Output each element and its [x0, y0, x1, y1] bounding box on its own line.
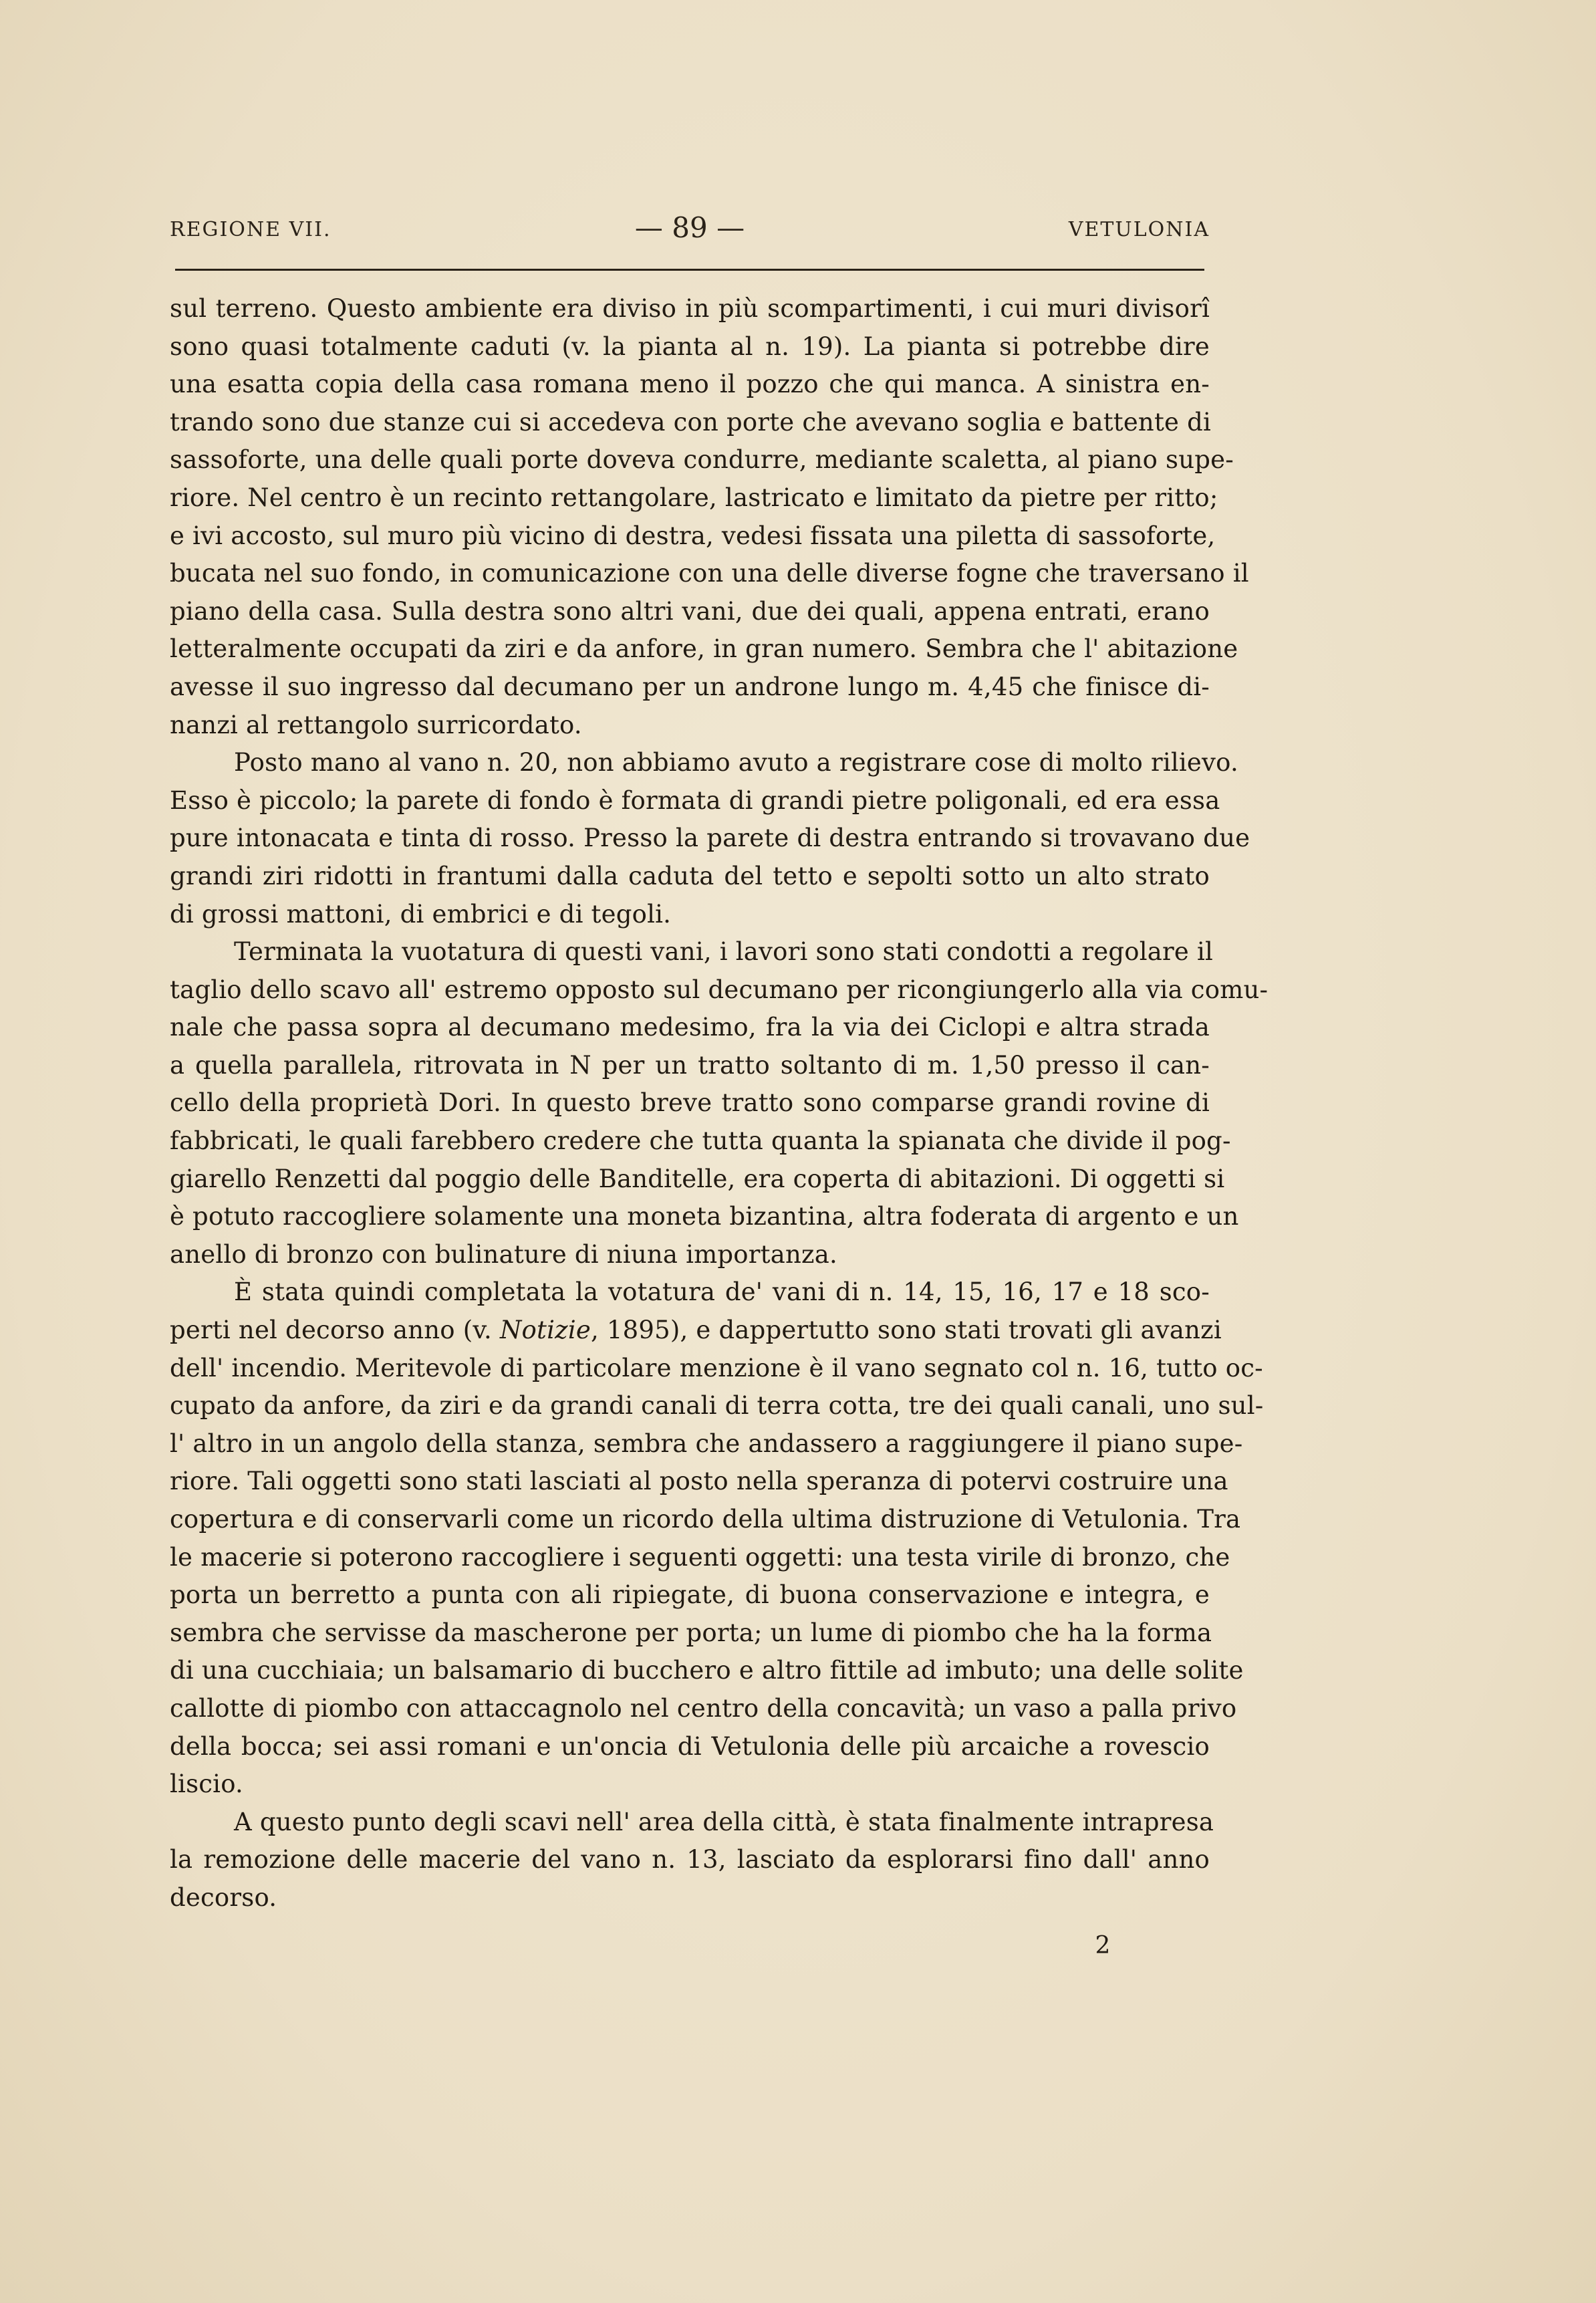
- text-line: Esso è piccolo; la parete di fondo è formata di grandi pietre poligonali, ed era essa: [170, 785, 1220, 815]
- text-line: dell' incendio. Meritevole di particolare menzione è il vano segnato col n. 16, tutto oc-: [170, 1353, 1263, 1382]
- text-line: porta un berretto a punta con ali ripiegate, di buona conservazione e integra, e: [170, 1580, 1210, 1610]
- text-line: cupato da anfore, da ziri e da grandi canali di terra cotta, tre dei quali canali, uno sul-: [170, 1391, 1264, 1421]
- header-rule: [175, 269, 1204, 271]
- text-line: nanzi al rettangolo surricordato.: [170, 710, 582, 739]
- text-line: anello di bronzo con bulinature di niuna importanza.: [170, 1239, 837, 1269]
- journal-title: Notizie: [499, 1316, 591, 1345]
- signature-mark: 2: [1095, 1932, 1111, 1959]
- text-line: una esatta copia della casa romana meno il pozzo che qui manca. A sinistra en-: [170, 370, 1210, 399]
- text-line: riore. Nel centro è un recinto rettangolare, lastricato e limitato da pietre per ritto;: [170, 483, 1218, 512]
- text-line: cello della proprietà Dori. In questo breve tratto sono comparse grandi rovine di: [170, 1088, 1210, 1118]
- text-line: piano della casa. Sulla destra sono altri vani, due dei quali, appena entrati, erano: [170, 596, 1210, 626]
- text-line: l' altro in un angolo della stanza, sembra che andassero a raggiungere il piano supe-: [170, 1429, 1243, 1458]
- text-line: di una cucchiaia; un balsamario di bucchero e altro fittile ad imbuto; una delle solite: [170, 1656, 1244, 1685]
- text-line: Posto mano al vano n. 20, non abbiamo avuto a registrare cose di molto rilievo.: [234, 748, 1238, 777]
- text-line: letteralmente occupati da ziri e da anfore, in gran numero. Sembra che l' abitazione: [170, 634, 1238, 664]
- text-line: avesse il suo ingresso dal decumano per un androne lungo m. 4,45 che finisce di-: [170, 672, 1210, 701]
- text-line: di grossi mattoni, di embrici e di tegoli.: [170, 899, 672, 929]
- text-line: riore. Tali oggetti sono stati lasciati al posto nella speranza di potervi costruire una: [170, 1467, 1228, 1496]
- paragraph: [170, 290, 1249, 744]
- text-line: nale che passa sopra al decumano medesimo, fra la via dei Ciclopi e altra strada: [170, 1013, 1210, 1042]
- text-line: È stata quindi completata la votatura de' vani di n. 14, 15, 16, 17 e 18 sco-: [234, 1278, 1210, 1307]
- text-line: trando sono due stanze cui si accedeva con porte che avevano soglia e battente di: [170, 407, 1212, 437]
- text-line: copertura e di conservarli come un ricordo della ultima distruzione di Vetulonia. Tra: [170, 1505, 1241, 1534]
- running-header: [170, 211, 1210, 251]
- text-line: sembra che servisse da mascherone per porta; un lume di piombo che ha la forma: [170, 1618, 1212, 1647]
- paragraph: [170, 744, 1250, 933]
- text-line: sono quasi totalmente caduti (v. la pianta al n. 19). La pianta si potrebbe dire: [170, 332, 1210, 361]
- text-line: fabbricati, le quali farebbero credere che tutta quanta la spianata che divide il pog-: [170, 1126, 1231, 1156]
- text-line: della bocca; sei assi romani e un'oncia di Vetulonia delle più arcaiche a rovescio: [170, 1731, 1210, 1761]
- text-line: giarello Renzetti dal poggio delle Banditelle, era coperta di abitazioni. Di oggetti si: [170, 1164, 1225, 1193]
- text-line: perti nel decorso anno (v. Notizie, 1895), e dappertutto sono stati trovati gli avanzi: [170, 1316, 1222, 1345]
- text-line: a quella parallela, ritrovata in N per un tratto soltanto di m. 1,50 presso il can-: [170, 1050, 1210, 1080]
- text-line: pure intonacata e tinta di rosso. Presso la parete di destra entrando si trovavano due: [170, 824, 1250, 853]
- text-line: taglio dello scavo all' estremo opposto sul decumano per ricongiungerlo alla via comu-: [170, 975, 1269, 1004]
- text-line: A questo punto degli scavi nell' area della città, è stata finalmente intrapresa: [234, 1807, 1214, 1836]
- header-place: VETULONIA: [1068, 218, 1210, 241]
- text-line: liscio.: [170, 1770, 243, 1799]
- text-line: grandi ziri ridotti in frantumi dalla caduta del tetto e sepolti sotto un alto strato: [170, 861, 1210, 890]
- body-text: [170, 290, 1269, 1917]
- text-line: decorso.: [170, 1883, 277, 1912]
- text-line: sassoforte, una delle quali porte doveva condurre, mediante scaletta, al piano supe-: [170, 445, 1234, 475]
- text-line: bucata nel suo fondo, in comunicazione con una delle diverse fogne che traversano il: [170, 559, 1249, 588]
- text-line: sul terreno. Questo ambiente era diviso in più scompartimenti, i cui muri divisorî: [170, 294, 1210, 323]
- text-line: è potuto raccogliere solamente una moneta bizantina, altra foderata di argento e un: [170, 1202, 1239, 1231]
- paragraph: [170, 1804, 1214, 1917]
- text-line: callotte di piombo con attaccagnolo nel centro della concavità; un vaso a palla privo: [170, 1693, 1237, 1723]
- text-line: Terminata la vuotatura di questi vani, i lavori sono stati condotti a regolare il: [234, 937, 1214, 967]
- text-line: la remozione delle macerie del vano n. 13, lasciato da esplorarsi fino dall' anno: [170, 1845, 1210, 1874]
- page-number: — 89 —: [634, 211, 745, 244]
- text-line: le macerie si poterono raccogliere i seguenti oggetti: una testa virile di bronzo, che: [170, 1542, 1230, 1572]
- paragraph: [170, 933, 1269, 1274]
- header-region: REGIONE VII.: [170, 218, 331, 241]
- text-line: e ivi accosto, sul muro più vicino di destra, vedesi fissata una piletta di sassoforte,: [170, 521, 1216, 550]
- paragraph: [170, 1274, 1264, 1803]
